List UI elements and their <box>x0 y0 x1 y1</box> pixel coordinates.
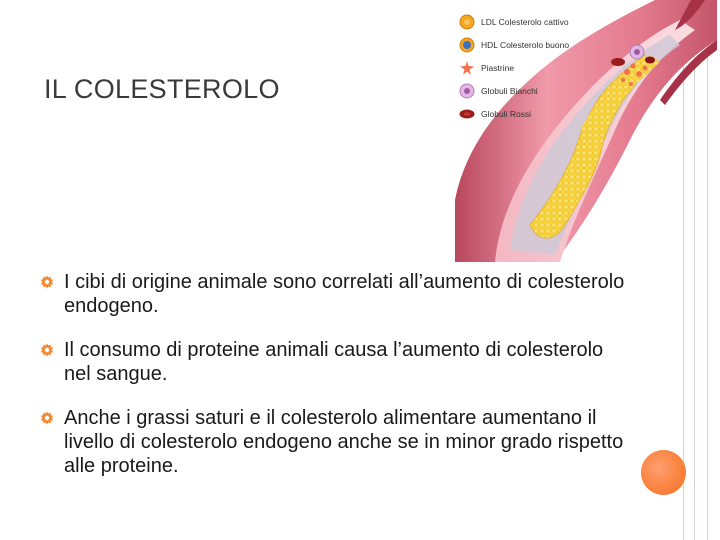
platelet-icon <box>459 60 475 76</box>
legend-item-platelets <box>459 60 514 76</box>
legend-item-hdl <box>459 37 569 53</box>
hdl-particle-icon <box>459 37 475 53</box>
bullet-text: I cibi di origine animale sono correlati all’aumento di colesterolo endogeno. <box>64 271 625 317</box>
bullet-item <box>40 406 630 478</box>
orange-gear-bullet-icon <box>40 411 54 425</box>
white-blood-cell-icon <box>459 83 475 99</box>
orange-gear-bullet-icon <box>40 275 54 289</box>
slide-title: IL COLESTEROLO <box>44 74 280 104</box>
legend-item-white-cells <box>459 83 538 99</box>
legend-item-ldl <box>459 14 569 30</box>
red-blood-cell-icon <box>459 106 475 122</box>
legend-label: Piastrine <box>481 63 515 73</box>
legend-item-red-cells <box>459 106 531 122</box>
legend-label: Globuli Bianchi <box>481 86 538 96</box>
bullet-list <box>40 270 630 478</box>
ldl-particle-icon <box>459 14 475 30</box>
bullet-item <box>40 270 630 318</box>
bullet-text: Anche i grassi saturi e il colesterolo alimentare aumentano il livello di colesterolo endogeno anche se in minor grado rispetto alle proteine. <box>64 407 624 477</box>
decorative-orange-circle <box>641 450 686 495</box>
legend-label: HDL Colesterolo buono <box>481 40 570 50</box>
bullet-item <box>40 338 630 386</box>
legend-label: Globuli Rossi <box>481 109 532 119</box>
bullet-text: Il consumo di proteine animali causa l’aumento di colesterolo nel sangue. <box>64 339 604 385</box>
orange-gear-bullet-icon <box>40 343 54 357</box>
legend-label: LDL Colesterolo cattivo <box>481 17 569 27</box>
